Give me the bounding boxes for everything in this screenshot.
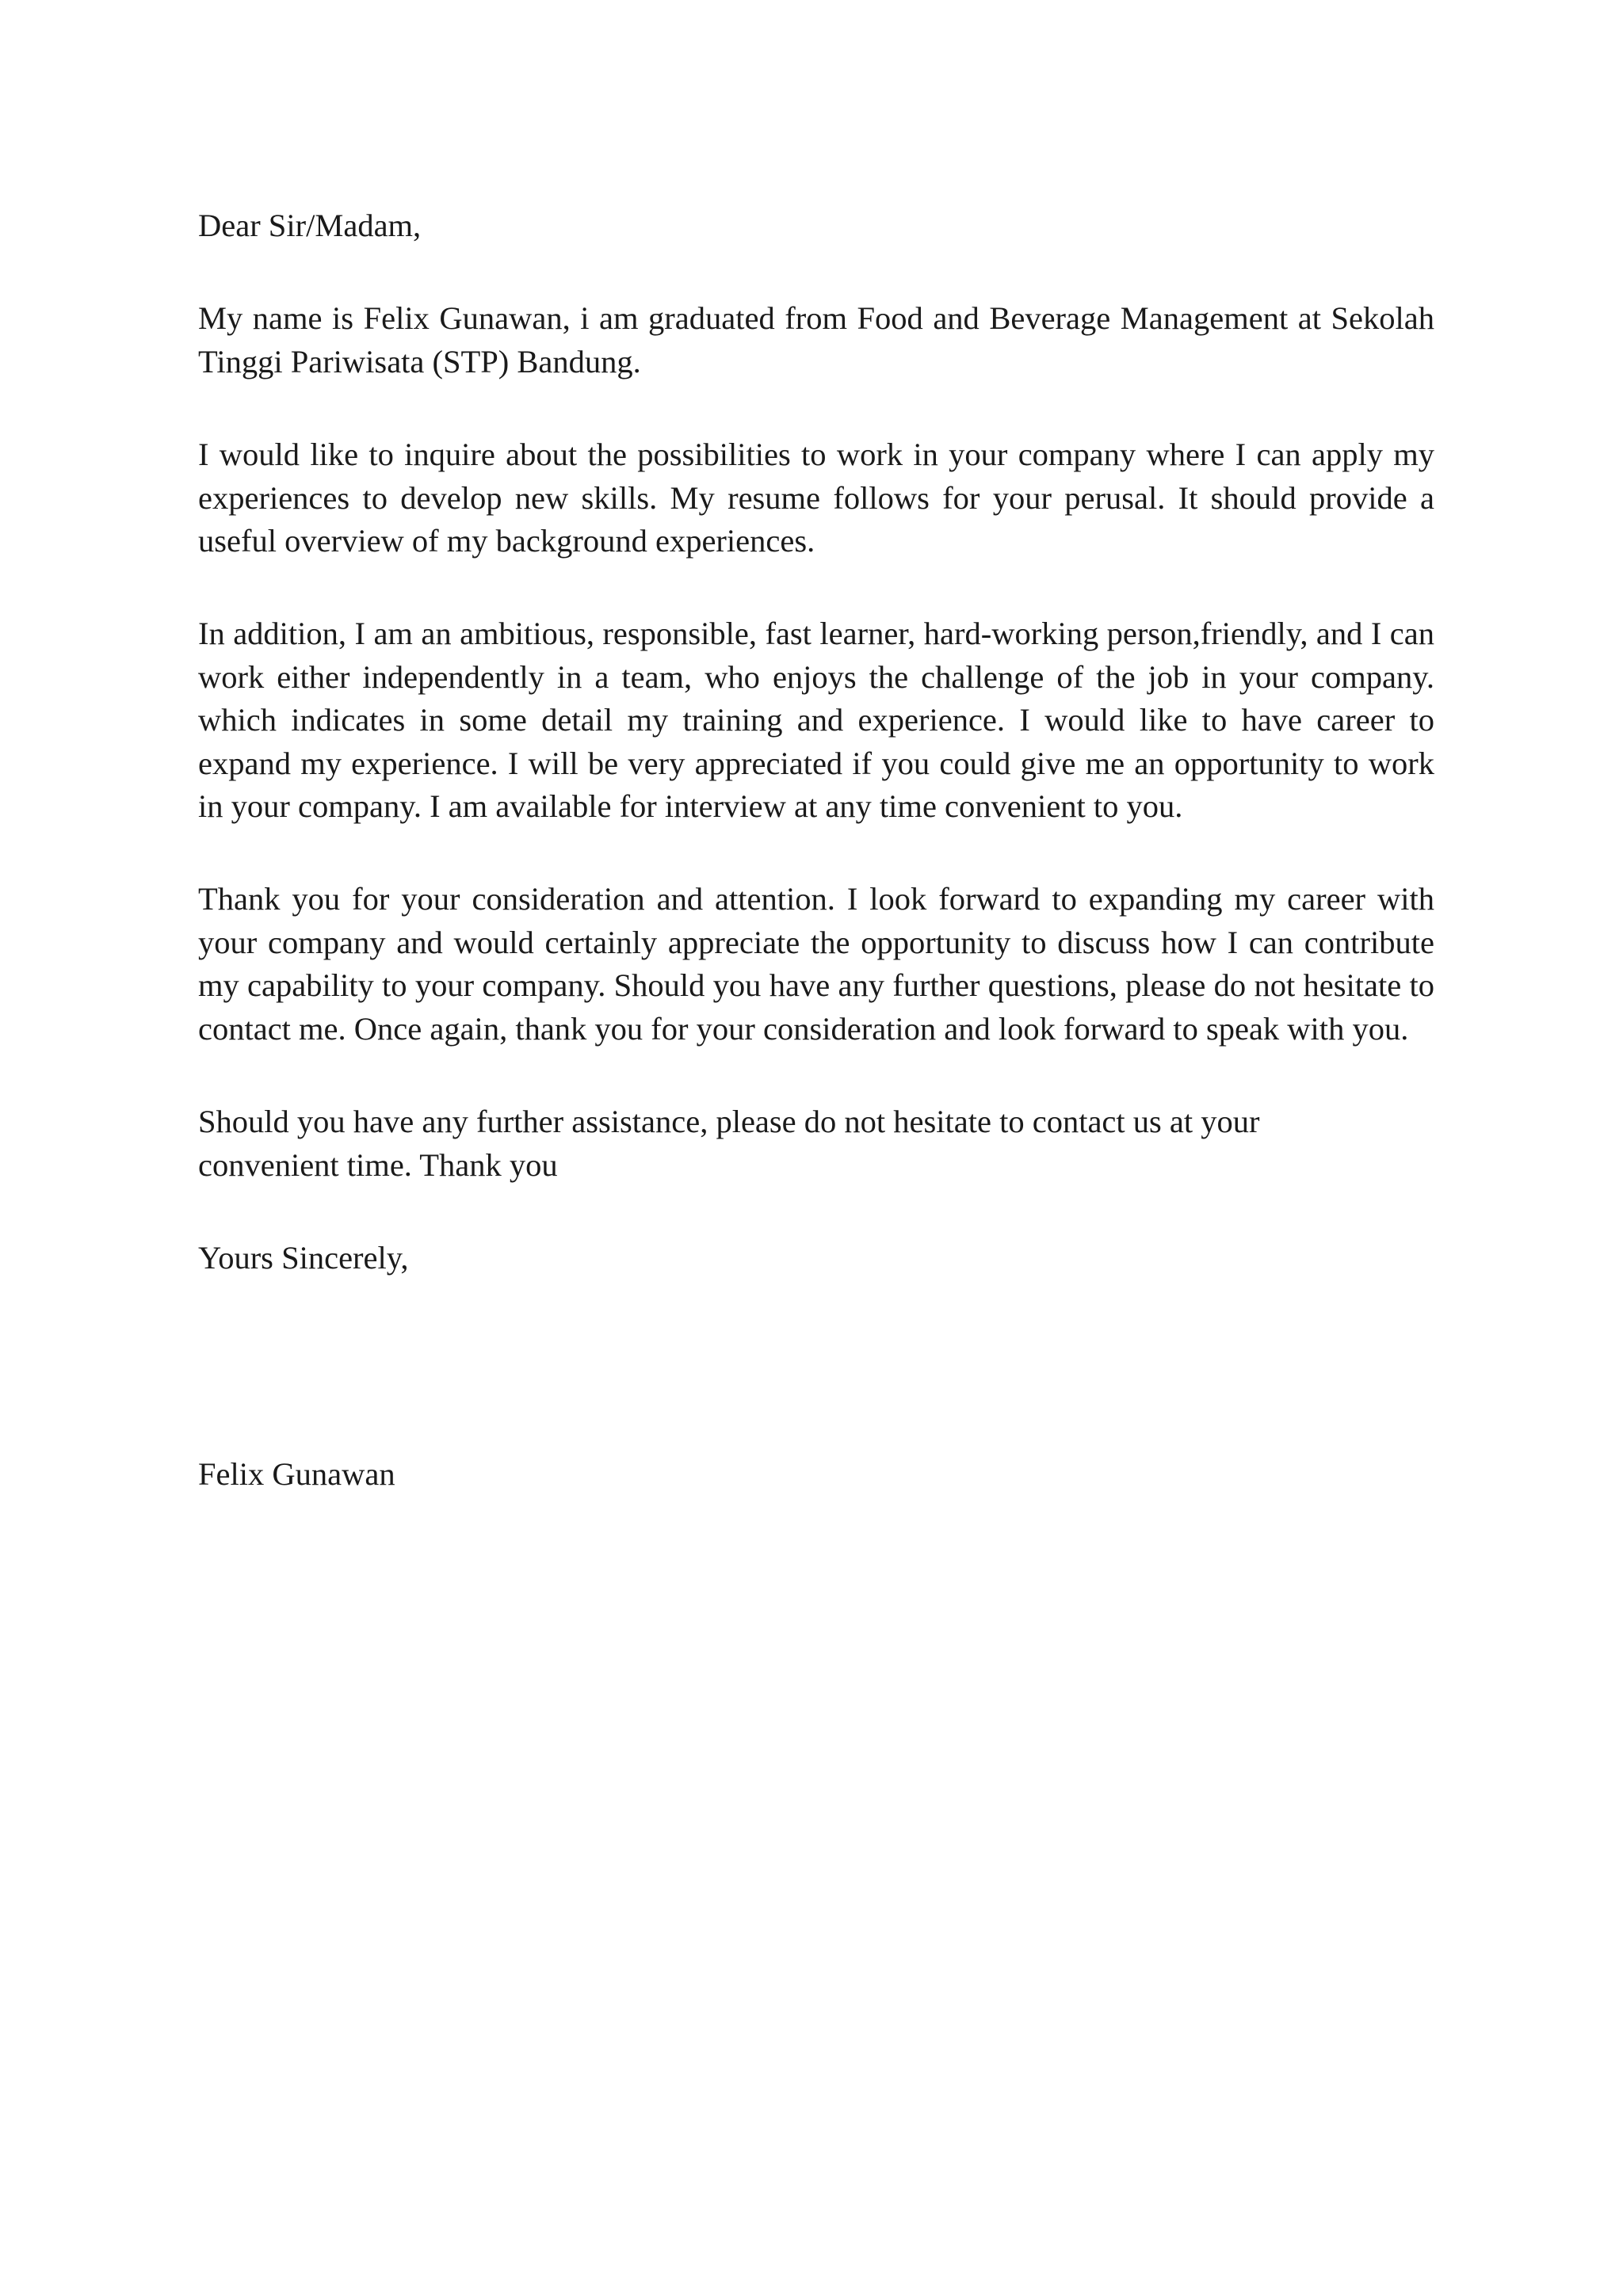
paragraph-inquiry: I would like to inquire about the possibilities to work in your company where I can apply my experiences to develop new skills. My resume follows for your perusal. It should provide a useful overview of my background experiences. — [198, 437, 1434, 559]
paragraph-introduction: My name is Felix Gunawan, i am graduated from Food and Beverage Management at Sekolah Tinggi Pariwisata (STP) Bandung. — [198, 300, 1434, 379]
paragraph-assistance: Should you have any further assistance, please do not hesitate to contact us at your convenient time. Thank you — [198, 1104, 1260, 1183]
closing: Yours Sincerely, — [198, 1239, 409, 1276]
signature-name: Felix Gunawan — [198, 1456, 395, 1493]
cover-letter — [198, 204, 1434, 1547]
paragraph-thanks: Thank you for your consideration and attention. I look forward to expanding my career with your company and would certainly appreciate the opportunity to discuss how I can contribute my capability to your company. Should you have any further questions, please do not hesitate to contact me. Once again, thank you for your consideration and look forward to speak with you. — [198, 881, 1434, 1047]
paragraph-qualities: In addition, I am an ambitious, responsible, fast learner, hard-working person,friendly, and I can work either independently in a team, who enjoys the challenge of the job in your company. which indicates in some detail my training and experience. I would like to have career to expand my experience. I will be very appreciated if you could give me an opportunity to work in your company. I am available for interview at any time convenient to you. — [198, 616, 1434, 825]
salutation: Dear Sir/Madam, — [198, 208, 422, 243]
